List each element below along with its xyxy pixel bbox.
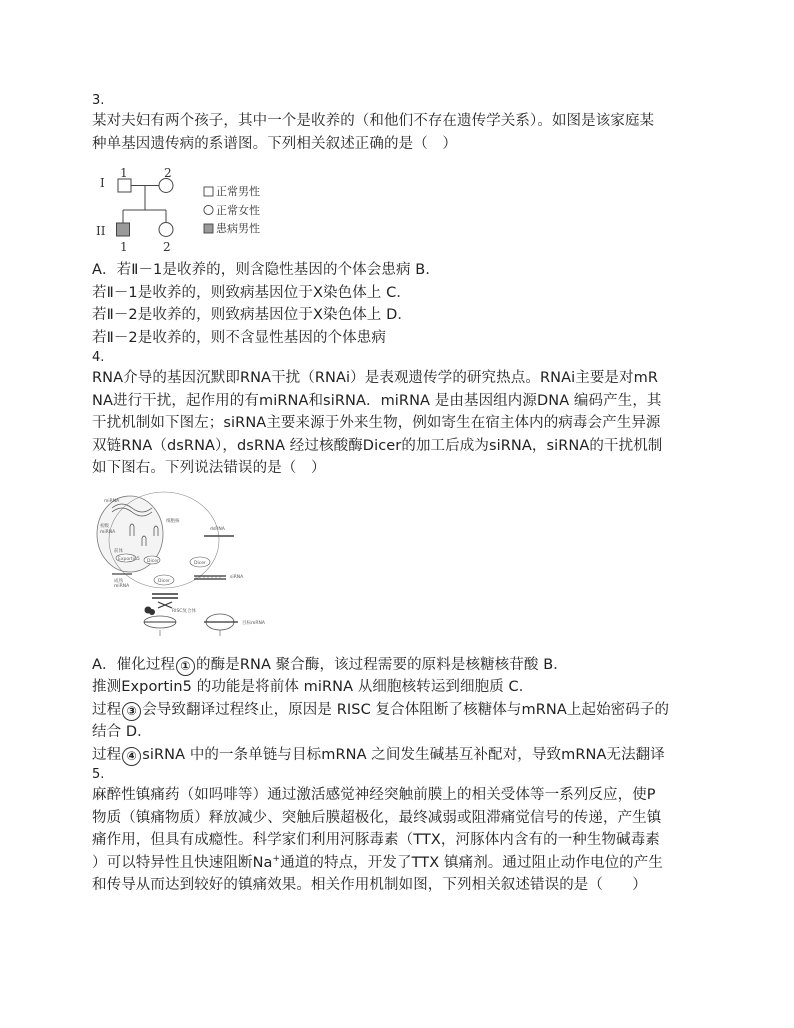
rnai-figure: [92, 490, 704, 648]
label-mature: 成熟: [114, 578, 123, 584]
q3-option-b: 若Ⅱ－1是收养的，则致病基因位于X染色体上 C．: [92, 284, 411, 301]
label-risc: RISC复合体: [172, 608, 196, 614]
ribosome-icon-2: [149, 609, 155, 615]
legend-normal-female: 正常女性: [216, 204, 260, 217]
legend-affected-male: 患病男性: [216, 222, 260, 235]
legend-normal-female-icon: [204, 205, 213, 214]
label-nucleus: 细胞核: [166, 518, 180, 524]
q4-option-c-continued: 结合 D．: [92, 724, 152, 740]
q3-option-d: 若Ⅱ－2是收养的，则不含显性基因的个体患病: [92, 329, 386, 346]
q4-option-a: [92, 654, 704, 677]
legend-normal-male: 正常男性: [216, 185, 260, 198]
q4-option-a-after: 的酶是RNA 聚合酶，该过程需要的原料是核糖核苷酸 B．: [196, 656, 568, 673]
question-number-3: 3.: [92, 93, 105, 108]
individual-I-1-normal-male: [118, 179, 131, 192]
label-target-mrna: 目标mRNA: [242, 620, 265, 626]
q4-option-c-before: 过程: [92, 701, 122, 718]
sodium-ion-charge: +: [272, 853, 281, 864]
label-mirna: miRNA: [104, 498, 120, 504]
label-dicer-right: Dicer: [194, 560, 206, 566]
process-1-mark: ①: [176, 657, 195, 676]
label-primary: 初级: [100, 523, 109, 529]
individual-number-I-2: 2: [164, 166, 172, 180]
q4-option-d-before: 过程: [92, 746, 122, 763]
process-3-mark: ③: [122, 702, 141, 721]
q4-option-d: [92, 744, 704, 767]
label-mirna-primary: miRNA: [100, 529, 116, 535]
pedigree-figure: [92, 165, 704, 257]
q4-option-d-after: siRNA 中的一条单链与目标mRNA 之间发生碱基互补配对，导致mRNA无法翻译: [142, 746, 665, 763]
individual-II-2-normal-female: [159, 223, 173, 237]
q4-stem-line-2: NA进行干扰，起作用的有miRNA和siRNA．miRNA 是由基因组内源DNA 编码产生，其: [92, 392, 662, 409]
q5-stem-line-5: 和传导从而达到较好的镇痛效果。相关作用机制如图，下列相关叙述错误的是（ ）: [92, 877, 647, 893]
legend-affected-male-icon: [204, 224, 213, 233]
individual-number-I-1: 1: [120, 166, 128, 180]
question-number-4: 4.: [92, 350, 105, 365]
q3-stem-line-2: 种单基因遗传病的系谱图。下列相关叙述正确的是（ ）: [92, 135, 457, 152]
individual-I-2-normal-female: [159, 179, 173, 193]
q4-option-a-before: A．催化过程: [92, 656, 176, 673]
rnai-mechanism-diagram: [92, 490, 704, 648]
label-dsrna: dsRNA: [210, 526, 225, 532]
q4-stem-line-5: 如下图右。下列说法错误的是（ ）: [92, 460, 326, 476]
label-mature-mirna: miRNA: [114, 583, 130, 589]
q4-option-c: [92, 699, 704, 722]
q5-line4-before: ）可以特异性且快速阻断Na: [92, 854, 273, 871]
individual-II-1-affected-male: [117, 223, 130, 236]
q5-line4-after: 通道的特点，开发了TTX 镇痛剂。通过阻止动作电位的产生: [280, 854, 663, 871]
q4-option-b: 推测Exportin5 的功能是将前体 miRNA 从细胞核转运到细胞质 C．: [92, 679, 534, 695]
question-number-5: 5.: [92, 767, 105, 782]
process-4-mark: ④: [122, 747, 141, 766]
pedigree-diagram: [92, 165, 704, 257]
q4-option-c-after: 会导致翻译过程终止，原因是 RISC 复合体阻断了核糖体与mRNA上起始密码子的: [142, 701, 670, 718]
q4-stem-line-3: 干扰机制如下图左；siRNA主要来源于外来生物，例如寄生在宿主体内的病毒会产生异源: [92, 415, 661, 431]
q4-stem-line-4: 双链RNA（dsRNA），dsRNA 经过核酸酶Dicer的加工后成为siRNA，siRNA的干扰机制: [92, 437, 663, 454]
q3-option-a: A．若Ⅱ－1是收养的，则含隐性基因的个体会患病 B．: [92, 262, 440, 278]
q5-stem-line-3: 痛作用，但具有成瘾性。科学家们利用河豚毒素（TTX，河豚体内含有的一种生物碱毒素: [92, 832, 660, 848]
individual-number-II-2: 2: [163, 240, 171, 254]
generation-label-1: I: [100, 176, 105, 190]
q3-stem-line-1: 某对夫妇有两个孩子，其中一个是收养的（和他们不存在遗传学关系）。如图是该家庭某: [92, 113, 655, 129]
q3-option-c: 若Ⅱ－2是收养的，则致病基因位于X染色体上 D．: [92, 307, 412, 323]
label-exportin5: Exportin5: [118, 556, 140, 562]
generation-label-2: II: [96, 224, 106, 238]
q4-stem-line-1: RNA介导的基因沉默即RNA干扰（RNAi）是表观遗传学的研究热点。RNAi主要是对mR: [92, 370, 659, 386]
q5-stem-line-4: [92, 852, 704, 875]
q5-stem-line-1: 麻醉性镇痛药（如吗啡等）通过激活感觉神经突触前膜上的相关受体等一系列反应，使P: [92, 787, 656, 803]
cleavage-strands: [152, 594, 178, 608]
individual-number-II-1: 1: [120, 240, 128, 254]
document-content: [92, 92, 704, 897]
q5-stem-line-2: 物质（镇痛物质）释放减少、突触后膜超极化，最终减弱或阻滞痛觉信号的传递，产生镇: [92, 809, 662, 826]
label-precursor: 前体: [114, 548, 123, 554]
label-sirna: siRNA: [230, 574, 244, 580]
label-dicer-left: Dicer: [147, 558, 159, 564]
legend-normal-male-icon: [204, 187, 213, 196]
label-dicer-center: Dicer: [158, 578, 170, 584]
